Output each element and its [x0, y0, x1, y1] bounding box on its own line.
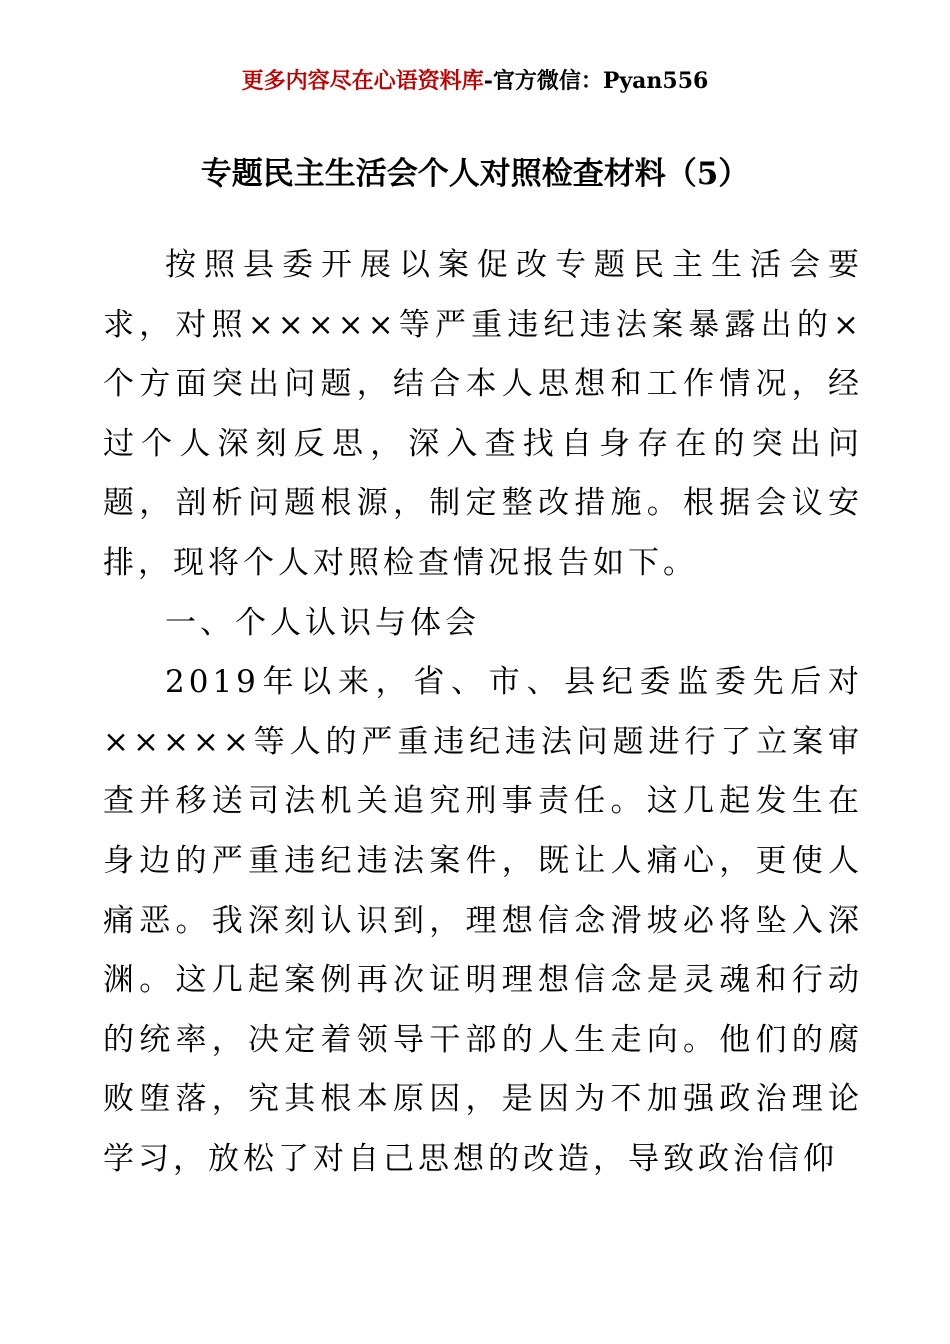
promo-header-contact-text: -官方微信：Pyan556 — [483, 68, 709, 94]
section-heading-1: 一、个人认识与体会 — [165, 604, 480, 641]
promo-header — [0, 66, 950, 96]
document-title: 专题民主生活会个人对照检查材料（5） — [200, 156, 750, 192]
promo-header-red-text: 更多内容尽在心语资料库 — [241, 68, 484, 94]
paragraph-section-1: 2019年以来，省、市、县纪委监委先后对×××××等人的严重违纪违法问题进行了立案审查并移送司法机关追究刑事责任。这几起发生在身边的严重违纪违法案件，既让人痛心，更使人痛恶。我深刻认识到，理想信念滑坡必将坠入深渊。这几起案例再次证明理想信念是灵魂和行动的统率，决定着领导干部的人生走向。他们的腐败堕落，究其根本原因，是因为不加强政治理论学习，放松了对自己思想的改造，导致政治信仰 — [103, 664, 863, 1177]
document-body — [103, 236, 863, 1190]
paragraph-intro: 按照县委开展以案促改专题民主生活会要求，对照×××××等严重违纪违法案暴露出的×个方面突出问题，结合本人思想和工作情况，经过个人深刻反思，深入查找自身存在的突出问题，剖析问题根源，制定整改措施。根据会议安排，现将个人对照检查情况报告如下。 — [103, 247, 863, 581]
